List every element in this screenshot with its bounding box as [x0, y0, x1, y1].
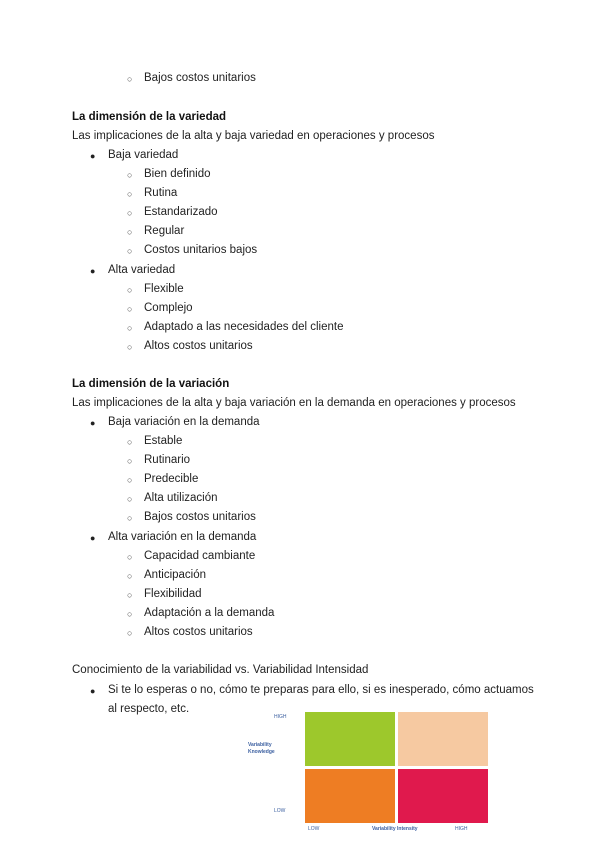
list-item: Anticipación [144, 569, 207, 581]
circle-bullet-icon: ○ [127, 475, 133, 485]
x-axis-high-label: HIGH [455, 826, 468, 832]
list-item: Alta utilización [144, 492, 218, 504]
high-variety-label: Alta variedad [108, 264, 176, 276]
circle-bullet-icon: ○ [127, 74, 133, 84]
list-item: Complejo [144, 302, 193, 314]
circle-bullet-icon: ○ [127, 342, 133, 352]
circle-bullet-icon: ○ [127, 304, 133, 314]
list-item: Altos costos unitarios [144, 340, 253, 352]
knowledge-bullet-line: Si te lo esperas o no, cómo te preparas para ello, si es inesperado, cómo actuamos [108, 684, 534, 696]
dot-bullet-icon: ● [90, 533, 96, 543]
list-item: Bien definido [144, 168, 211, 180]
list-item: Costos unitarios bajos [144, 244, 258, 256]
circle-bullet-icon: ○ [127, 590, 133, 600]
circle-bullet-icon: ○ [127, 609, 133, 619]
quadrant-bottom-right [398, 769, 488, 823]
dot-bullet-icon: ● [90, 418, 96, 428]
circle-bullet-icon: ○ [127, 456, 133, 466]
list-item: Bajos costos unitarios [144, 72, 256, 84]
circle-bullet-icon: ○ [127, 628, 133, 638]
quadrant-top-left [305, 712, 395, 766]
list-item: Estandarizado [144, 206, 218, 218]
list-item: Flexibilidad [144, 588, 202, 600]
circle-bullet-icon: ○ [127, 494, 133, 504]
list-item: Rutina [144, 187, 178, 199]
variety-intro: Las implicaciones de la alta y baja variedad en operaciones y procesos [72, 130, 435, 142]
list-item: Flexible [144, 283, 184, 295]
knowledge-title: Conocimiento de la variabilidad vs. Variabilidad Intensidad [72, 664, 369, 676]
list-item: Altos costos unitarios [144, 626, 253, 638]
circle-bullet-icon: ○ [127, 227, 133, 237]
variety-heading: La dimensión de la variedad [72, 111, 227, 123]
list-item: Adaptación a la demanda [144, 607, 275, 619]
y-axis-title-line1: Variability [248, 742, 272, 748]
list-item: Estable [144, 435, 183, 447]
circle-bullet-icon: ○ [127, 246, 133, 256]
x-axis-low-label: LOW [308, 826, 320, 832]
circle-bullet-icon: ○ [127, 552, 133, 562]
circle-bullet-icon: ○ [127, 571, 133, 581]
list-item: Rutinario [144, 454, 191, 466]
quadrant-bottom-left [305, 769, 395, 823]
circle-bullet-icon: ○ [127, 323, 133, 333]
list-item: Adaptado a las necesidades del cliente [144, 321, 344, 333]
circle-bullet-icon: ○ [127, 189, 133, 199]
x-axis-title: Variability Intensity [372, 826, 418, 832]
quadrant-top-right [398, 712, 488, 766]
list-item: Regular [144, 225, 185, 237]
circle-bullet-icon: ○ [127, 437, 133, 447]
y-axis-high-label: HIGH [274, 714, 287, 720]
circle-bullet-icon: ○ [127, 208, 133, 218]
variation-intro: Las implicaciones de la alta y baja variación en la demanda en operaciones y procesos [72, 397, 516, 409]
dot-bullet-icon: ● [90, 686, 96, 696]
dot-bullet-icon: ● [90, 151, 96, 161]
list-item: Capacidad cambiante [144, 550, 256, 562]
knowledge-bullet-line: al respecto, etc. [108, 703, 190, 715]
high-variation-label: Alta variación en la demanda [108, 531, 257, 543]
y-axis-low-label: LOW [274, 808, 286, 814]
circle-bullet-icon: ○ [127, 513, 133, 523]
low-variety-label: Baja variedad [108, 149, 179, 161]
dot-bullet-icon: ● [90, 266, 96, 276]
variation-heading: La dimensión de la variación [72, 378, 230, 390]
circle-bullet-icon: ○ [127, 170, 133, 180]
y-axis-title-line2: Knowledge [248, 749, 275, 755]
list-item: Bajos costos unitarios [144, 511, 256, 523]
low-variation-label: Baja variación en la demanda [108, 416, 260, 428]
circle-bullet-icon: ○ [127, 285, 133, 295]
list-item: Predecible [144, 473, 199, 485]
